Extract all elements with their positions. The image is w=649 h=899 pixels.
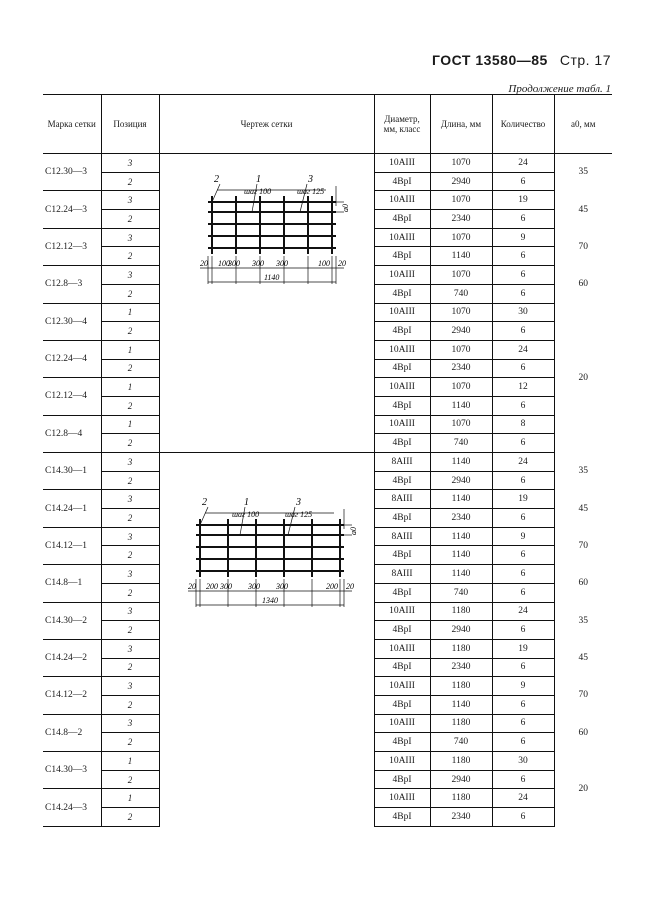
mesh-sketch (160, 122, 373, 402)
quantity-cell: 6 (492, 471, 554, 490)
a0-cell: 35 (578, 167, 588, 178)
diameter-cell: 8АIII (374, 527, 430, 546)
table-body (43, 154, 612, 827)
diameter-cell: 10АIII (374, 266, 430, 285)
diameter-cell: 4ВрI (374, 172, 430, 191)
dim-label: 300 (275, 259, 288, 268)
position-cell: 2 (101, 695, 159, 714)
position-cell: 2 (101, 658, 159, 677)
position-cell: 2 (101, 396, 159, 415)
quantity-cell: 6 (492, 770, 554, 789)
length-cell: 740 (430, 284, 492, 303)
mesh-drawing-2-cell (159, 453, 374, 752)
mesh-mark-cell: С12.30—4 (43, 303, 101, 340)
position-cell: 3 (101, 154, 159, 173)
quantity-cell: 24 (492, 340, 554, 359)
a0-cell: 45 (578, 653, 588, 664)
length-cell: 1070 (430, 228, 492, 247)
length-cell: 740 (430, 434, 492, 453)
diameter-cell: 4ВрI (374, 396, 430, 415)
mesh-mark-cell: С12.12—4 (43, 378, 101, 415)
length-cell: 2940 (430, 322, 492, 341)
length-cell: 1180 (430, 714, 492, 733)
dim-label: 100 (317, 259, 330, 268)
position-cell: 1 (101, 378, 159, 397)
diameter-cell: 4ВрI (374, 658, 430, 677)
diameter-cell: 10АIII (374, 714, 430, 733)
position-cell: 2 (101, 284, 159, 303)
quantity-cell: 6 (492, 658, 554, 677)
position-cell: 2 (101, 583, 159, 602)
length-cell: 1140 (430, 490, 492, 509)
mesh-mark-cell: С14.12—2 (43, 677, 101, 714)
table-row (43, 453, 612, 472)
dim-label: 20 (345, 582, 354, 591)
position-cell: 2 (101, 471, 159, 490)
quantity-cell: 19 (492, 490, 554, 509)
standard-number: ГОСТ 13580—85 (431, 52, 548, 68)
length-cell: 1140 (430, 565, 492, 584)
mesh-mark-cell: С12.12—3 (43, 228, 101, 265)
length-cell: 2340 (430, 359, 492, 378)
position-cell: 3 (101, 639, 159, 658)
diameter-cell: 4ВрI (374, 621, 430, 640)
dim-label: 300 (247, 582, 260, 591)
mesh-mark-cell: С14.8—1 (43, 565, 101, 602)
quantity-cell: 6 (492, 172, 554, 191)
diameter-cell: 10АIII (374, 228, 430, 247)
diameter-cell: 4ВрI (374, 322, 430, 341)
dim-label: 300 (219, 582, 232, 591)
a0-cell: 20 (578, 372, 588, 383)
diameter-cell: 4ВрI (374, 434, 430, 453)
quantity-cell: 6 (492, 509, 554, 528)
callout-1: 1 (243, 497, 249, 508)
diameter-cell: 4ВрI (374, 546, 430, 565)
quantity-cell: 6 (492, 695, 554, 714)
mesh-mark-cell: С14.30—3 (43, 752, 101, 789)
position-cell: 2 (101, 546, 159, 565)
a0-cell: 70 (578, 690, 588, 701)
quantity-cell: 19 (492, 639, 554, 658)
mesh-mark-cell: С14.24—2 (43, 639, 101, 676)
length-cell: 1140 (430, 527, 492, 546)
mesh-spec-table (43, 94, 612, 827)
length-cell: 2340 (430, 210, 492, 229)
mesh-mark-cell: С12.30—3 (43, 154, 101, 191)
total-dim-label: 1340 (261, 596, 278, 605)
length-cell: 2940 (430, 172, 492, 191)
table-row (43, 154, 612, 173)
a0-cell: 60 (578, 727, 588, 738)
length-cell: 1140 (430, 396, 492, 415)
length-cell: 1180 (430, 602, 492, 621)
diameter-cell: 10АIII (374, 789, 430, 808)
length-cell: 1070 (430, 191, 492, 210)
diameter-cell: 10АIII (374, 303, 430, 322)
length-cell: 2340 (430, 658, 492, 677)
dim-label: 300 (275, 582, 288, 591)
callout-3: 3 (295, 497, 301, 508)
dim-label: 20 (337, 259, 346, 268)
dim-label: 20 (187, 582, 196, 591)
quantity-cell: 6 (492, 621, 554, 640)
diameter-cell: 10АIII (374, 340, 430, 359)
mesh-mark-cell: С14.12—1 (43, 527, 101, 564)
diameter-cell: 4ВрI (374, 509, 430, 528)
position-cell: 2 (101, 770, 159, 789)
page-number: Стр. 17 (559, 52, 611, 68)
mesh-mark-cell: С14.30—1 (43, 453, 101, 490)
quantity-cell: 6 (492, 733, 554, 752)
quantity-cell: 6 (492, 266, 554, 285)
col-header-diameter: Диаметр, мм, класс (374, 95, 430, 154)
a0-cell: 35 (578, 466, 588, 477)
dim-label: 20 (199, 259, 208, 268)
position-cell: 3 (101, 677, 159, 696)
diameter-cell: 4ВрI (374, 770, 430, 789)
length-cell: 1180 (430, 677, 492, 696)
position-cell: 3 (101, 602, 159, 621)
quantity-cell: 24 (492, 154, 554, 173)
quantity-cell: 6 (492, 359, 554, 378)
page-header (432, 52, 611, 68)
col-header-mark: Марка сетки (43, 95, 101, 154)
dim-label: 300 (227, 259, 240, 268)
callout-2: 2 (213, 174, 219, 185)
length-cell: 1180 (430, 789, 492, 808)
quantity-cell: 12 (492, 378, 554, 397)
position-cell: 3 (101, 490, 159, 509)
diameter-cell: 4ВрI (374, 808, 430, 827)
length-cell: 1140 (430, 695, 492, 714)
position-cell: 3 (101, 453, 159, 472)
mesh-mark-cell: С12.24—3 (43, 191, 101, 228)
callout-1: 1 (255, 174, 261, 185)
quantity-cell: 6 (492, 284, 554, 303)
quantity-cell: 30 (492, 752, 554, 771)
position-cell: 2 (101, 172, 159, 191)
diameter-cell: 4ВрI (374, 733, 430, 752)
diameter-cell: 4ВрI (374, 247, 430, 266)
table-continuation-label: Продолжение табл. 1 (508, 83, 611, 95)
quantity-cell: 24 (492, 789, 554, 808)
mesh-sketch (160, 445, 373, 725)
a0-dim-label: a0 (340, 204, 350, 212)
quantity-cell: 6 (492, 396, 554, 415)
col-header-position: Позиция (101, 95, 159, 154)
quantity-cell: 6 (492, 434, 554, 453)
position-cell: 2 (101, 247, 159, 266)
position-cell: 1 (101, 340, 159, 359)
total-dim-label: 1140 (263, 273, 279, 282)
mesh-mark-cell: С14.8—2 (43, 714, 101, 751)
dim-label: 200 (325, 582, 338, 591)
quantity-cell: 6 (492, 583, 554, 602)
a0-cell: 45 (578, 204, 588, 215)
position-cell: 3 (101, 191, 159, 210)
step-label-1: шаг 100 (231, 510, 259, 519)
diameter-cell: 10АIII (374, 639, 430, 658)
mesh-drawing-1-cell (159, 154, 374, 453)
length-cell: 1070 (430, 266, 492, 285)
a0-dim-label: a0 (348, 527, 358, 535)
quantity-cell: 24 (492, 453, 554, 472)
position-cell: 2 (101, 322, 159, 341)
table-row (43, 752, 612, 771)
diameter-cell: 10АIII (374, 677, 430, 696)
a0-cell: 60 (578, 279, 588, 290)
diameter-cell: 4ВрI (374, 583, 430, 602)
length-cell: 1140 (430, 546, 492, 565)
a0-cell: 70 (578, 241, 588, 252)
length-cell: 740 (430, 583, 492, 602)
quantity-cell: 9 (492, 677, 554, 696)
diameter-cell: 10АIII (374, 154, 430, 173)
quantity-cell: 24 (492, 602, 554, 621)
quantity-cell: 6 (492, 565, 554, 584)
position-cell: 2 (101, 733, 159, 752)
quantity-cell: 6 (492, 808, 554, 827)
diameter-cell: 10АIII (374, 752, 430, 771)
step-label-1: шаг 100 (243, 187, 271, 196)
position-cell: 2 (101, 509, 159, 528)
diameter-cell: 10АIII (374, 378, 430, 397)
quantity-cell: 6 (492, 546, 554, 565)
step-label-3: шаг 125 (296, 187, 324, 196)
quantity-cell: 6 (492, 322, 554, 341)
quantity-cell: 30 (492, 303, 554, 322)
mesh-mark-cell: С12.8—3 (43, 266, 101, 303)
diameter-cell: 8АIII (374, 565, 430, 584)
position-cell: 3 (101, 527, 159, 546)
length-cell: 2340 (430, 509, 492, 528)
a0-cell: 70 (578, 540, 588, 551)
callout-3: 3 (307, 174, 313, 185)
position-cell: 3 (101, 565, 159, 584)
quantity-cell: 19 (492, 191, 554, 210)
col-header-drawing: Чертеж сетки (159, 95, 374, 154)
quantity-cell: 6 (492, 714, 554, 733)
position-cell: 2 (101, 808, 159, 827)
length-cell: 1070 (430, 415, 492, 434)
position-cell: 1 (101, 303, 159, 322)
diameter-cell: 8АIII (374, 490, 430, 509)
mesh-mark-cell: С12.24—4 (43, 340, 101, 377)
diameter-cell: 10АIII (374, 602, 430, 621)
quantity-cell: 6 (492, 210, 554, 229)
position-cell: 2 (101, 359, 159, 378)
mesh-mark-cell: С12.8—4 (43, 415, 101, 452)
col-header-length: Длина, мм (430, 95, 492, 154)
length-cell: 1070 (430, 303, 492, 322)
dim-label: 200 (205, 582, 218, 591)
length-cell: 1070 (430, 154, 492, 173)
length-cell: 1070 (430, 378, 492, 397)
length-cell: 1140 (430, 453, 492, 472)
length-cell: 2940 (430, 471, 492, 490)
col-header-quantity: Количество (492, 95, 554, 154)
length-cell: 1070 (430, 340, 492, 359)
position-cell: 1 (101, 415, 159, 434)
diameter-cell: 10АIII (374, 415, 430, 434)
mesh-drawing-blank-cell (159, 752, 374, 827)
length-cell: 740 (430, 733, 492, 752)
diameter-cell: 4ВрI (374, 359, 430, 378)
a0-cell: 60 (578, 578, 588, 589)
a0-cell: 35 (578, 615, 588, 626)
length-cell: 2340 (430, 808, 492, 827)
quantity-cell: 9 (492, 228, 554, 247)
mesh-mark-cell: С14.24—3 (43, 789, 101, 826)
length-cell: 2940 (430, 621, 492, 640)
position-cell: 2 (101, 210, 159, 229)
diameter-cell: 4ВрI (374, 284, 430, 303)
length-cell: 1140 (430, 247, 492, 266)
mesh-mark-cell: С14.24—1 (43, 490, 101, 527)
a0-cell: 20 (578, 783, 588, 794)
length-cell: 2940 (430, 770, 492, 789)
quantity-cell: 8 (492, 415, 554, 434)
diameter-cell: 10АIII (374, 191, 430, 210)
position-cell: 3 (101, 714, 159, 733)
position-cell: 1 (101, 789, 159, 808)
length-cell: 1180 (430, 639, 492, 658)
position-cell: 2 (101, 434, 159, 453)
dim-label: 100 (217, 259, 230, 268)
diameter-cell: 4ВрI (374, 210, 430, 229)
position-cell: 2 (101, 621, 159, 640)
diameter-cell: 8АIII (374, 453, 430, 472)
step-label-3: шаг 125 (284, 510, 312, 519)
position-cell: 3 (101, 266, 159, 285)
diameter-cell: 4ВрI (374, 695, 430, 714)
position-cell: 1 (101, 752, 159, 771)
length-cell: 1180 (430, 752, 492, 771)
callout-2: 2 (201, 497, 207, 508)
quantity-cell: 9 (492, 527, 554, 546)
diameter-cell: 4ВрI (374, 471, 430, 490)
position-cell: 3 (101, 228, 159, 247)
col-header-a0: a0, мм (554, 95, 612, 154)
a0-cell: 45 (578, 503, 588, 514)
dim-label: 300 (251, 259, 264, 268)
quantity-cell: 6 (492, 247, 554, 266)
mesh-mark-cell: С14.30—2 (43, 602, 101, 639)
